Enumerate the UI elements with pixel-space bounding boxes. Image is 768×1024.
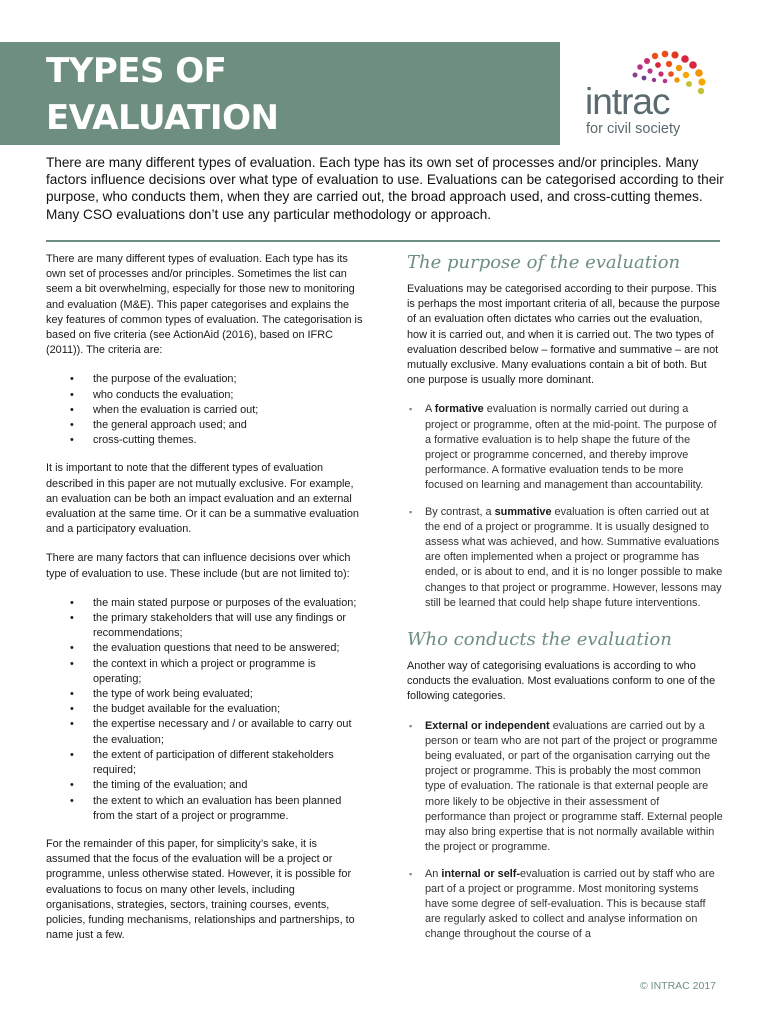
list-item: • the timing of the evaluation; and: [46, 778, 364, 793]
term-formative: formative: [434, 403, 484, 416]
page-title-line-1: TYPES OF: [46, 51, 227, 91]
purpose-paragraph: Evaluations may be categorised according to their purpose. This is perhaps the most important criteria of all, because the purpose of an evaluation often dictates who carries out the evaluation, how it is carried out, and when it is carried out. The two types of evaluation described below – formative and summative – are not mutually exclusive. Many evaluations contain a bit of both. But one purpose is usually more dominant.: [407, 283, 720, 387]
who-conducts-list: [407, 719, 723, 943]
title-band: [0, 42, 560, 145]
list-item: • the context in which a project or programme is operating;: [46, 657, 364, 687]
list-item: • the expertise necessary and / or available to carry out the evaluation;: [46, 717, 364, 747]
left-column: [46, 252, 364, 957]
list-item: • the purpose of the evaluation;: [46, 372, 364, 387]
list-item: ▪ External or independent evaluations are carried out by a person or team who are not part of the project or programme being evaluated, or part of the organisation carrying out the project or programme. This is probably the most common type of evaluation. The rationale is that external people are more likely to be objective in their assessment of performance than project or programme staff. External people may also bring expertise that is not normally available within the project or programme.: [407, 719, 723, 856]
term-summative: summative: [494, 505, 552, 518]
list-item: • when the evaluation is carried out;: [46, 403, 364, 418]
list-item: ▪ A formative evaluation is normally carried out during a project or programme, often at the mid-point. The purpose of a formative evaluation is to help shape the future of the project or programme concerned, and thereby improve performance. A formative evaluation tends to be more focused on learning and management than accountability.: [407, 402, 723, 493]
list-item: • the extent of participation of different stakeholders required;: [46, 748, 364, 778]
list-item: • the extent to which an evaluation has been planned from the start of a project or programme.: [46, 794, 364, 824]
left-paragraph-1: There are many different types of evaluation. Each type has its own set of processes and/or principles. Sometimes the list can seem a bit overwhelming, especially for those new to monitoring and evaluation (M&E). This paper categorises and explains the key features of common types of evaluation. The categorisation is based on five criteria (see ActionAid (2016), based on IFRC (2011)). The criteria are:: [46, 253, 363, 357]
left-paragraph-4: For the remainder of this paper, for simplicity’s sake, it is assumed that the focus of the evaluation will be a project or programme, unless otherwise stated. However, it is possible for evaluations to focus on many other levels, including organisations, strategies, sectors, training courses, events, policies, funding mechanisms, relationships and partnerships, to name just a few.: [46, 837, 355, 942]
left-paragraph-2: It is important to note that the different types of evaluation described in this paper are not mutually exclusive. For example, an evaluation can be both an impact evaluation and an external evaluation at the same time. Or it can be a summative evaluation and a participatory evaluation.: [46, 462, 359, 536]
section-heading-who-conducts: Who conducts the evaluation: [407, 629, 672, 651]
list-item: • the primary stakeholders that will use any findings or recommendations;: [46, 611, 364, 641]
section-divider: [46, 240, 720, 242]
term-external: External or independent: [425, 719, 550, 732]
term-internal: internal or self-: [441, 867, 521, 880]
criteria-list: [46, 372, 364, 448]
right-column: [407, 252, 723, 955]
copyright-notice: © INTRAC 2017: [640, 980, 717, 992]
left-paragraph-3: There are many factors that can influence decisions over which type of evaluation to use. These include (but are not limited to):: [46, 552, 351, 580]
factors-list: [46, 596, 364, 824]
list-item: • who conducts the evaluation;: [46, 388, 364, 403]
list-item: ▪ An internal or self-evaluation is carried out by staff who are part of a project or programme. Most monitoring systems have some degree of self-evaluation. This is because staff are regularly asked to collect and analyse information on change throughout the course of a: [407, 867, 723, 943]
logo-tagline: for civil society: [586, 121, 681, 137]
list-item: • the type of work being evaluated;: [46, 687, 364, 702]
who-conducts-paragraph: Another way of categorising evaluations is according to who conducts the evaluation. Most evaluations conform to one of the following categories.: [407, 660, 716, 703]
list-item: • the general approach used; and: [46, 418, 364, 433]
list-item: • the main stated purpose or purposes of the evaluation;: [46, 596, 364, 611]
list-item: • the budget available for the evaluation;: [46, 702, 364, 717]
list-item: • the evaluation questions that need to be answered;: [46, 641, 364, 656]
list-item: ▪ By contrast, a summative evaluation is often carried out at the end of a project or programme. It is usually designed to assess what was achieved, and how. Summative evaluations are often implemented when a project or programme has ended, or is about to end, and it is no longer possible to make changes to that project or programme. However, lessons may still be learned that could help shape future interventions.: [407, 505, 723, 611]
logo-wordmark: intrac: [585, 81, 670, 122]
purpose-list: [407, 402, 723, 611]
page-title-line-2: EVALUATION: [46, 98, 279, 138]
list-item: • cross-cutting themes.: [46, 433, 364, 448]
intro-paragraph: There are many different types of evaluation. Each type has its own set of processes and/or principles. Many factors influence decisions over what type of evaluation to use. Evaluations can be categorised according to their purpose, who conducts them, when they are carried out, the broad approach used, and cross-cutting themes. Many CSO evaluations don’t use any particular methodology or approach.: [46, 155, 724, 222]
section-heading-purpose: The purpose of the evaluation: [407, 252, 681, 273]
intrac-logo: [585, 50, 725, 142]
